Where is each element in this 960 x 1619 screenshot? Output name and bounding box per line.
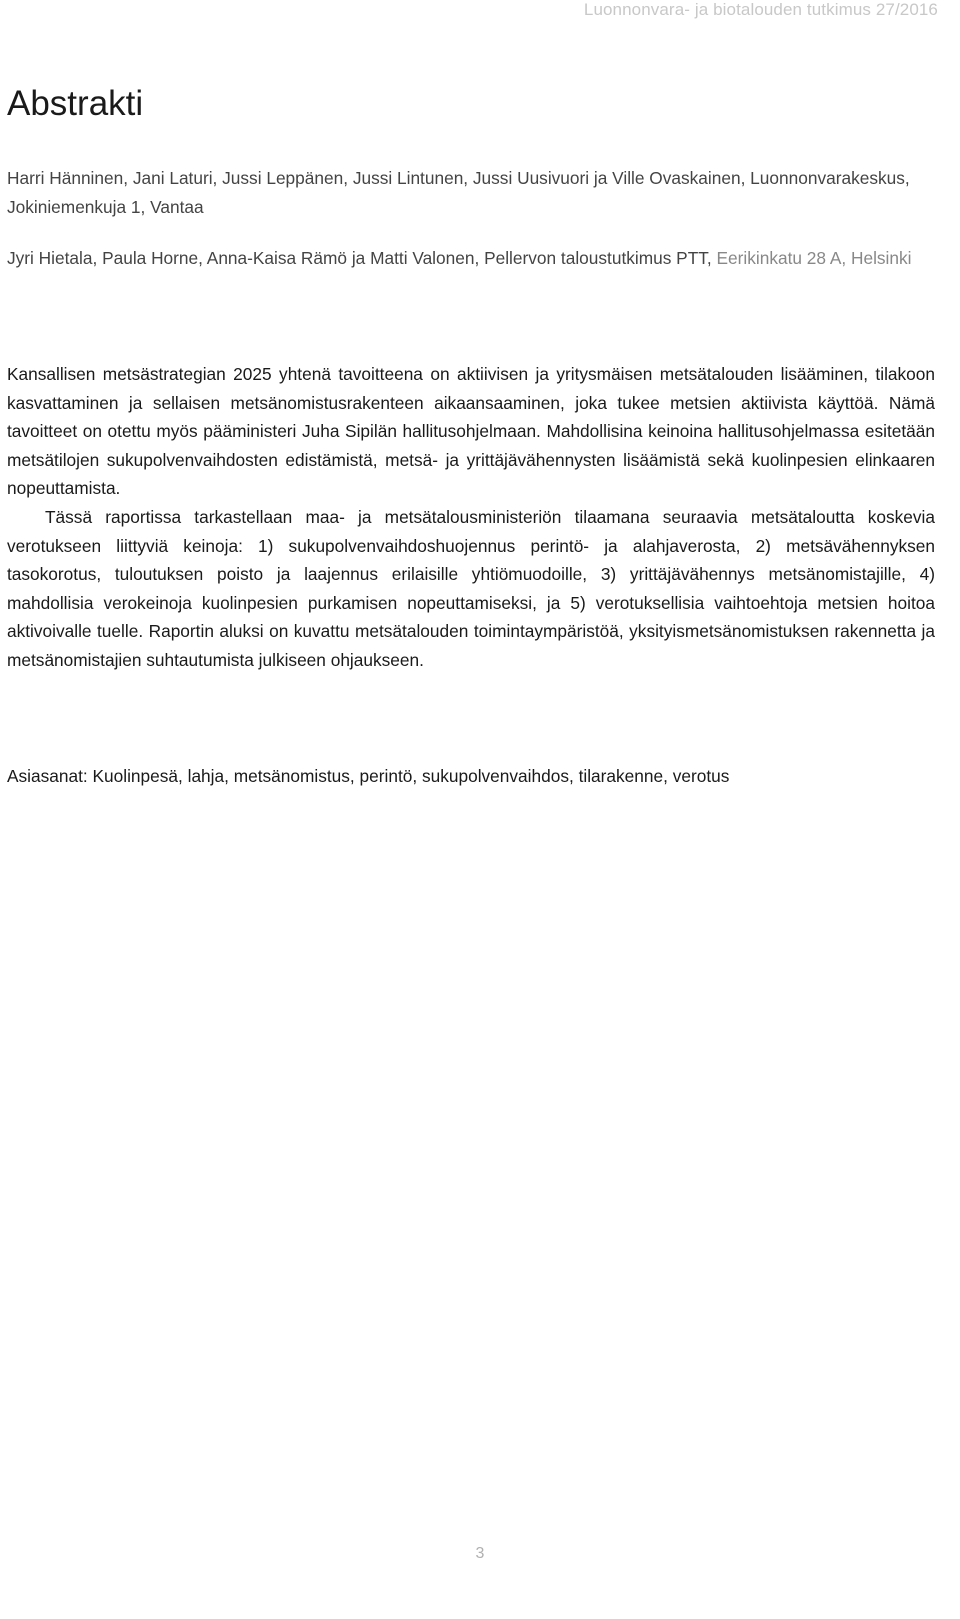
- authors-ptt-main: Jyri Hietala, Paula Horne, Anna-Kaisa Rämö ja Matti Valonen, Pellervon taloustutkimus PTT,: [7, 248, 717, 268]
- abstract-paragraph-1: Kansallisen metsästrategian 2025 yhtenä tavoitteena on aktiivisen ja yritysmäisen metsätalouden lisääminen, tilakoon kasvattaminen ja sellaisen metsänomistusrakenteen aikaansaaminen, joka tukee metsien aktiivista käyttöä. Nämä tavoitteet on otettu myös pääministeri Juha Sipilän hallitusohjelmaan. Mahdollisina keinoina hallitusohjelmassa esitetään metsätilojen sukupolvenvaihdosten edistämistä, metsä- ja yrittäjävähennysten lisäämistä sekä kuolinpesien elinkaaren nopeuttamista.: [7, 364, 935, 499]
- authors-ptt-address: Eerikinkatu 28 A, Helsinki: [716, 248, 912, 268]
- abstract-body: [7, 360, 935, 675]
- page-number: 3: [475, 1545, 485, 1562]
- authors-ptt: [7, 244, 937, 273]
- keywords: Asiasanat: Kuolinpesä, lahja, metsänomistus, perintö, sukupolvenvaihdos, tilarakenne, verotus: [7, 766, 730, 786]
- abstract-paragraph-2: Tässä raportissa tarkastellaan maa- ja metsätalousministeriön tilaamana seuraavia metsätaloutta koskevia verotukseen liittyviä keinoja: 1) sukupolvenvaihdoshuojennus perintö- ja alahjaverosta, 2) metsävähennyksen tasokorotus, tuloutuksen poisto ja laajennus erilaisille yhtiömuodoille, 3) yrittäjävähennys metsänomistajille, 4) mahdollisia verokeinoja kuolinpesien purkamisen nopeuttamiseksi, ja 5) verotuksellisia vaihtoehtoja metsien hoitoa aktivoivalle tuelle. Raportin aluksi on kuvattu metsätalouden toimintaympäristöä, yksityismetsänomistuksen rakennetta ja metsänomistajien suhtautumista julkiseen ohjaukseen.: [7, 506, 935, 670]
- page-title: Abstrakti: [7, 84, 144, 123]
- authors-luke: Harri Hänninen, Jani Laturi, Jussi Leppänen, Jussi Lintunen, Jussi Uusivuori ja Ville Ovaskainen, Luonnonvarakeskus, Jokiniemenkuja 1, Vantaa: [7, 168, 910, 217]
- running-header: Luonnonvara- ja biotalouden tutkimus 27/2016: [583, 0, 938, 19]
